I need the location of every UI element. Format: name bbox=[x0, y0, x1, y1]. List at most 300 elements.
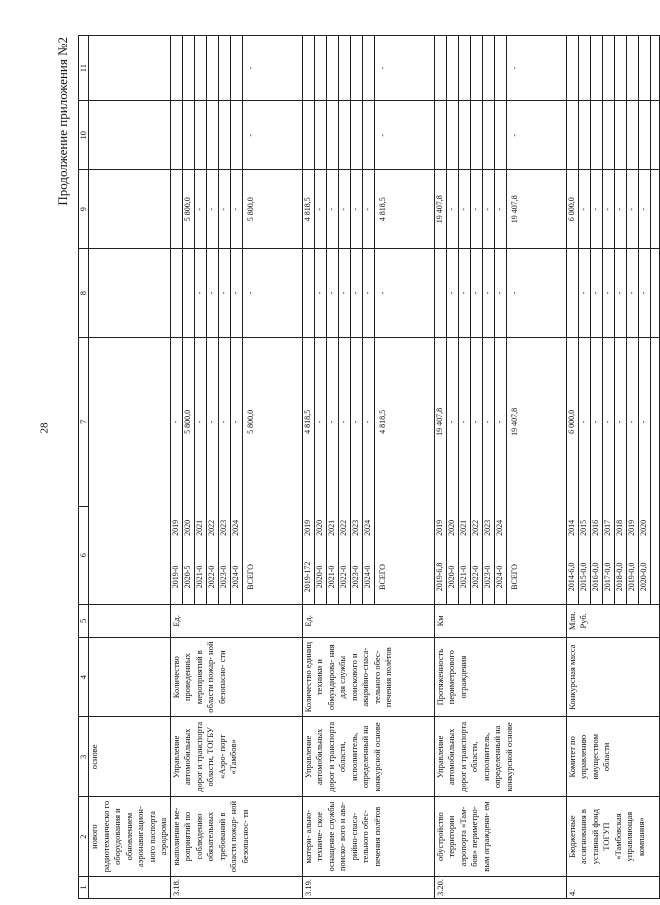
amount-col-8: - bbox=[494, 249, 506, 337]
amount-col-11 bbox=[218, 36, 230, 100]
amount-col-11 bbox=[206, 36, 218, 100]
amount-subtable bbox=[303, 101, 392, 169]
amount-col-7: - bbox=[614, 338, 626, 506]
amount-col-9 bbox=[171, 170, 183, 248]
amount-col-7: - bbox=[458, 338, 470, 506]
amount-col-9: - bbox=[626, 170, 638, 248]
year-row bbox=[218, 338, 230, 604]
year: 2023 bbox=[218, 506, 230, 550]
year: 2016 bbox=[590, 506, 602, 550]
amount-subtable bbox=[435, 36, 524, 100]
indicator-value: 2020-0 bbox=[446, 550, 458, 604]
amount-col-8: - bbox=[362, 249, 374, 337]
total-col-7: 19 407,8 bbox=[509, 407, 519, 436]
amount-col-11 bbox=[182, 36, 194, 100]
amount-col-10 bbox=[590, 101, 602, 169]
total-row bbox=[242, 338, 260, 604]
total-col-8: - bbox=[377, 291, 387, 295]
year-values-cell bbox=[302, 337, 434, 604]
unit: Ед. bbox=[302, 604, 434, 637]
amount-col-7: - bbox=[206, 338, 218, 506]
amount-col-7: - bbox=[171, 338, 183, 506]
year-subtable bbox=[567, 338, 651, 604]
amount-col-7: - bbox=[314, 338, 326, 506]
measure-name: Бюджетные ассигнования в уставный фонд ТОГУП «Тамбовская управляющая компания» bbox=[566, 797, 659, 877]
amount-col-10 bbox=[446, 101, 458, 169]
amount-subtable bbox=[567, 249, 651, 337]
amount-col-10 bbox=[182, 101, 194, 169]
year: 2018 bbox=[614, 506, 626, 550]
amount-col-8: - bbox=[206, 249, 218, 337]
indicator-name: Количество единиц техники и обмундирова- ния для службы поискового и аварийно-спаса- тельного обес- печения полётов bbox=[302, 637, 434, 717]
amount-col-7: - bbox=[638, 338, 650, 506]
year-row bbox=[590, 338, 602, 604]
amount-col-8: - bbox=[230, 249, 242, 337]
amount-col-8: - bbox=[578, 249, 590, 337]
row-number bbox=[89, 877, 171, 899]
amount-col-9: 6 000,0 bbox=[567, 170, 579, 248]
total-col-8: - bbox=[509, 291, 519, 295]
year: 2020 bbox=[182, 506, 194, 550]
amount-col-7: - bbox=[230, 338, 242, 506]
amount-col-8: - bbox=[350, 249, 362, 337]
col-10-cell bbox=[302, 101, 434, 170]
amount-col-8: - bbox=[602, 249, 614, 337]
amount-col-10 bbox=[602, 101, 614, 169]
year-row bbox=[194, 338, 206, 604]
year-row bbox=[494, 338, 506, 604]
amount-col-8: - bbox=[614, 249, 626, 337]
year-row bbox=[350, 338, 362, 604]
total-year bbox=[506, 506, 524, 550]
total-row bbox=[506, 338, 524, 604]
amount-col-11 bbox=[435, 36, 447, 100]
col-8-cell bbox=[434, 249, 566, 338]
amount-col-8: - bbox=[446, 249, 458, 337]
amount-subtable bbox=[171, 249, 260, 337]
year: 2023 bbox=[482, 506, 494, 550]
amount-subtable bbox=[303, 36, 392, 100]
total-col-8: - bbox=[245, 291, 255, 295]
year: 2024 bbox=[494, 506, 506, 550]
amount-col-8 bbox=[567, 249, 579, 337]
amount-col-8 bbox=[182, 249, 194, 337]
col-10-cell bbox=[566, 101, 659, 170]
col-9-cell bbox=[434, 170, 566, 249]
amount-col-8: - bbox=[638, 249, 650, 337]
amount-col-10 bbox=[206, 101, 218, 169]
indicator-value: 2019-6,8 bbox=[435, 550, 447, 604]
total-label: ВСЕГО bbox=[377, 564, 387, 590]
amount-col-7: - bbox=[494, 338, 506, 506]
col-8-cell bbox=[302, 249, 434, 338]
table-row bbox=[170, 36, 302, 899]
amount-col-7: - bbox=[626, 338, 638, 506]
amount-col-10 bbox=[470, 101, 482, 169]
amount-subtable bbox=[171, 170, 260, 248]
year: 2024 bbox=[362, 506, 374, 550]
col-10-cell bbox=[170, 101, 302, 170]
amount-subtable bbox=[435, 170, 524, 248]
col-11-cell bbox=[302, 36, 434, 101]
amount-subtable bbox=[303, 170, 392, 248]
col-11-cell bbox=[89, 36, 171, 101]
appendix-caption: Продолжение приложения №2 bbox=[55, 37, 70, 206]
indicator-value: 2023-0 bbox=[482, 550, 494, 604]
amount-col-10 bbox=[567, 101, 579, 169]
amount-col-10 bbox=[626, 101, 638, 169]
unit: Млн. Руб. bbox=[566, 604, 659, 637]
indicator-value: 2014-6,0 bbox=[567, 550, 579, 604]
col-9-cell bbox=[566, 170, 659, 249]
amount-subtable bbox=[303, 249, 392, 337]
year: 2017 bbox=[602, 506, 614, 550]
amount-col-10 bbox=[194, 101, 206, 169]
indicator-value: 2024-0 bbox=[362, 550, 374, 604]
amount-col-9: - bbox=[314, 170, 326, 248]
indicator-name bbox=[89, 637, 171, 717]
amount-col-8: - bbox=[590, 249, 602, 337]
unit: Км bbox=[434, 604, 566, 637]
amount-col-9: - bbox=[494, 170, 506, 248]
year-row bbox=[638, 338, 650, 604]
amount-col-9: - bbox=[338, 170, 350, 248]
year-row bbox=[206, 338, 218, 604]
amount-col-10 bbox=[578, 101, 590, 169]
amount-subtable bbox=[567, 36, 651, 100]
year: 2019 bbox=[171, 506, 183, 550]
row-number: 3.20. bbox=[434, 877, 566, 899]
year-values-cell bbox=[434, 337, 566, 604]
row-number: 3.19. bbox=[302, 877, 434, 899]
year-row bbox=[338, 338, 350, 604]
amount-col-11 bbox=[578, 36, 590, 100]
indicator-value: 2023-0 bbox=[350, 550, 362, 604]
total-col-10: - bbox=[377, 133, 387, 137]
total-col-9: 19 407,8 bbox=[509, 195, 519, 224]
indicator-value: 2019-0 bbox=[171, 550, 183, 604]
indicator-value: 2024-0 bbox=[230, 550, 242, 604]
amount-col-10 bbox=[362, 101, 374, 169]
total-label: ВСЕГО bbox=[509, 564, 519, 590]
amount-subtable bbox=[435, 101, 524, 169]
column-number-11: 11 bbox=[79, 36, 89, 101]
amount-col-11 bbox=[314, 36, 326, 100]
year: 2022 bbox=[338, 506, 350, 550]
amount-col-11 bbox=[482, 36, 494, 100]
year-row bbox=[171, 338, 183, 604]
amount-col-7: - bbox=[362, 338, 374, 506]
amount-col-11 bbox=[602, 36, 614, 100]
amount-col-9: - bbox=[458, 170, 470, 248]
amount-col-7: 6 000,0 bbox=[567, 338, 579, 506]
amount-col-9: - bbox=[194, 170, 206, 248]
amount-col-11 bbox=[326, 36, 338, 100]
amount-col-10 bbox=[614, 101, 626, 169]
year: 2020 bbox=[446, 506, 458, 550]
amount-col-10 bbox=[638, 101, 650, 169]
indicator-value: 2018-0,0 bbox=[614, 550, 626, 604]
indicator-name: Количество проведенных мероприятий в области пожар- ной безопасно- сти bbox=[170, 637, 302, 717]
rotated-page bbox=[55, 35, 648, 899]
executor: Управление автомобильных дорог и транспорта области, исполнитель, определенный на конкурсной основе bbox=[434, 717, 566, 797]
column-number-9: 9 bbox=[79, 170, 89, 249]
column-number-5: 5 bbox=[79, 604, 89, 637]
amount-col-10 bbox=[230, 101, 242, 169]
amount-col-11 bbox=[494, 36, 506, 100]
total-col-9: 4 818,5 bbox=[377, 197, 387, 222]
year-row bbox=[458, 338, 470, 604]
table-row bbox=[89, 36, 171, 899]
year: 2022 bbox=[470, 506, 482, 550]
total-col-11: - bbox=[377, 66, 387, 70]
year-row bbox=[470, 338, 482, 604]
amount-col-10 bbox=[314, 101, 326, 169]
measure-name: выполнение ме- роприятий по соблюдению обязательных требований в области пожар- ной безопаснос- ти bbox=[170, 797, 302, 877]
year-row bbox=[482, 338, 494, 604]
amount-col-9: - bbox=[638, 170, 650, 248]
col-8-cell bbox=[170, 249, 302, 338]
amount-col-10 bbox=[171, 101, 183, 169]
measure-name: обустройство территории аэропорта «Там- бов» периметро- вым ограждени- ем bbox=[434, 797, 566, 877]
amount-col-11 bbox=[590, 36, 602, 100]
amount-col-8: - bbox=[218, 249, 230, 337]
column-number-row bbox=[79, 36, 89, 899]
total-col-10: - bbox=[509, 133, 519, 137]
indicator-value: 2019-0,0 bbox=[626, 550, 638, 604]
amount-col-11 bbox=[626, 36, 638, 100]
total-year bbox=[242, 506, 260, 550]
amount-col-7: 4 818,5 bbox=[303, 338, 315, 506]
indicator-value: 2023-0 bbox=[218, 550, 230, 604]
amount-col-8: - bbox=[458, 249, 470, 337]
amount-col-10 bbox=[482, 101, 494, 169]
amount-col-11 bbox=[638, 36, 650, 100]
amount-col-11 bbox=[350, 36, 362, 100]
amount-col-9: - bbox=[578, 170, 590, 248]
amount-col-7: - bbox=[350, 338, 362, 506]
year: 2021 bbox=[458, 506, 470, 550]
amount-col-9: - bbox=[230, 170, 242, 248]
column-number-4: 4 bbox=[79, 637, 89, 717]
amount-subtable bbox=[171, 101, 260, 169]
col-10-cell bbox=[434, 101, 566, 170]
amount-col-10 bbox=[458, 101, 470, 169]
unit: Ед. bbox=[170, 604, 302, 637]
year: 2014 bbox=[567, 506, 579, 550]
amount-col-8: - bbox=[338, 249, 350, 337]
year: 2023 bbox=[350, 506, 362, 550]
total-col-7: 4 818,5 bbox=[377, 409, 387, 434]
amount-col-7: - bbox=[218, 338, 230, 506]
amount-col-7: - bbox=[590, 338, 602, 506]
amount-col-7: - bbox=[602, 338, 614, 506]
year-subtable bbox=[171, 338, 260, 604]
indicator-value: 2021-0 bbox=[194, 550, 206, 604]
year: 2019 bbox=[303, 506, 315, 550]
col-9-cell bbox=[302, 170, 434, 249]
amount-col-10 bbox=[218, 101, 230, 169]
total-year bbox=[374, 506, 392, 550]
executor: Управление автомобильных дорог и транспорта области, ТОГБУ «Аэро- порт «Тамбов» bbox=[170, 717, 302, 797]
total-col-10: - bbox=[245, 133, 255, 137]
amount-col-7: - bbox=[446, 338, 458, 506]
table-row bbox=[566, 36, 659, 899]
year-values-cell bbox=[89, 337, 171, 604]
amount-col-11 bbox=[446, 36, 458, 100]
year: 2015 bbox=[578, 506, 590, 550]
measure-name: матери- ально-техниче- ское оснащение службы поиско- вого и ава- рийно-спаса- тельного обес- печения полётов bbox=[302, 797, 434, 877]
executor: Комитет по управлению имуществом области bbox=[566, 717, 659, 797]
col-9-cell bbox=[170, 170, 302, 249]
rotated-content bbox=[55, 35, 648, 899]
amount-col-7: - bbox=[326, 338, 338, 506]
amount-col-9: - bbox=[482, 170, 494, 248]
total-row bbox=[374, 338, 392, 604]
indicator-name: Конкурсная масса bbox=[566, 637, 659, 717]
year-row bbox=[626, 338, 638, 604]
amount-col-8: - bbox=[626, 249, 638, 337]
year-values-cell bbox=[170, 337, 302, 604]
executor: основе bbox=[89, 717, 171, 797]
indicator-value: 2022-0 bbox=[470, 550, 482, 604]
col-11-cell bbox=[566, 36, 659, 101]
amount-col-11 bbox=[567, 36, 579, 100]
year: 2019 bbox=[435, 506, 447, 550]
column-number-8: 8 bbox=[79, 249, 89, 338]
year: 2024 bbox=[230, 506, 242, 550]
amount-col-9: - bbox=[206, 170, 218, 248]
indicator-value: 2019-172 bbox=[303, 550, 315, 604]
year-row bbox=[446, 338, 458, 604]
col-8-cell bbox=[89, 249, 171, 338]
amount-col-9: 5 800,0 bbox=[182, 170, 194, 248]
year: 2021 bbox=[194, 506, 206, 550]
indicator-value: 2020-5 bbox=[182, 550, 194, 604]
indicator-value: 2020-0 bbox=[314, 550, 326, 604]
amount-col-8 bbox=[171, 249, 183, 337]
amount-col-8: - bbox=[326, 249, 338, 337]
table-row bbox=[434, 36, 566, 899]
amount-col-7: - bbox=[470, 338, 482, 506]
year-row bbox=[578, 338, 590, 604]
indicator-value: 2017-0,0 bbox=[602, 550, 614, 604]
amount-col-9: - bbox=[602, 170, 614, 248]
amount-col-11 bbox=[614, 36, 626, 100]
indicator-value: 2022-0 bbox=[338, 550, 350, 604]
amount-col-8 bbox=[303, 249, 315, 337]
amount-col-9: - bbox=[590, 170, 602, 248]
amount-col-8: - bbox=[314, 249, 326, 337]
amount-col-11 bbox=[362, 36, 374, 100]
amount-col-9: - bbox=[362, 170, 374, 248]
amount-col-10 bbox=[435, 101, 447, 169]
indicator-name: Протяженность периметрового ограждения bbox=[434, 637, 566, 717]
amount-col-8: - bbox=[470, 249, 482, 337]
column-number-10: 10 bbox=[79, 101, 89, 170]
amount-col-10 bbox=[338, 101, 350, 169]
total-col-11: - bbox=[509, 66, 519, 70]
column-number-2: 2 bbox=[79, 797, 89, 877]
amount-col-7: - bbox=[482, 338, 494, 506]
amount-col-8: - bbox=[194, 249, 206, 337]
year-subtable bbox=[435, 338, 524, 604]
indicator-value: 2015-0,0 bbox=[578, 550, 590, 604]
amount-col-9: - bbox=[446, 170, 458, 248]
col-9-cell bbox=[89, 170, 171, 249]
col-10-cell bbox=[89, 101, 171, 170]
amount-subtable bbox=[567, 101, 651, 169]
amount-col-11 bbox=[194, 36, 206, 100]
page-number: 28 bbox=[38, 422, 51, 434]
amount-subtable bbox=[171, 36, 260, 100]
total-col-9: 5 800,0 bbox=[245, 197, 255, 222]
col-11-cell bbox=[434, 36, 566, 101]
amount-subtable bbox=[435, 249, 524, 337]
year-row bbox=[614, 338, 626, 604]
amount-col-7: - bbox=[338, 338, 350, 506]
col-8-cell bbox=[566, 249, 659, 338]
amount-col-7: - bbox=[194, 338, 206, 506]
year-row bbox=[362, 338, 374, 604]
appendix-table bbox=[78, 35, 660, 899]
indicator-value: 2021-0 bbox=[458, 550, 470, 604]
year-row bbox=[182, 338, 194, 604]
year: 2022 bbox=[206, 506, 218, 550]
year-row bbox=[314, 338, 326, 604]
year: 2019 bbox=[626, 506, 638, 550]
unit bbox=[89, 604, 171, 637]
col-11-cell bbox=[170, 36, 302, 101]
year: 2020 bbox=[314, 506, 326, 550]
amount-col-8 bbox=[435, 249, 447, 337]
amount-col-7: - bbox=[578, 338, 590, 506]
indicator-value: 2022-0 bbox=[206, 550, 218, 604]
indicator-value: 2020-0,0 bbox=[638, 550, 650, 604]
amount-col-11 bbox=[171, 36, 183, 100]
amount-col-9: 19 407,8 bbox=[435, 170, 447, 248]
row-number: 3.18. bbox=[170, 877, 302, 899]
indicator-value: 2016-0,0 bbox=[590, 550, 602, 604]
amount-col-8: - bbox=[482, 249, 494, 337]
row-number: 4. bbox=[566, 877, 659, 899]
year-row bbox=[230, 338, 242, 604]
column-number-6: 6 bbox=[79, 506, 89, 604]
total-col-7: 5 800,0 bbox=[245, 409, 255, 434]
amount-col-11 bbox=[338, 36, 350, 100]
year: 2021 bbox=[326, 506, 338, 550]
amount-col-10 bbox=[350, 101, 362, 169]
amount-col-11 bbox=[230, 36, 242, 100]
year-values-cell bbox=[566, 337, 659, 604]
amount-col-9: - bbox=[350, 170, 362, 248]
year: 2020 bbox=[638, 506, 650, 550]
amount-col-10 bbox=[494, 101, 506, 169]
amount-col-11 bbox=[303, 36, 315, 100]
amount-col-9: - bbox=[218, 170, 230, 248]
table-row bbox=[302, 36, 434, 899]
amount-col-7: 19 407,8 bbox=[435, 338, 447, 506]
indicator-value: 2021-0 bbox=[326, 550, 338, 604]
amount-col-9: - bbox=[326, 170, 338, 248]
amount-subtable bbox=[567, 170, 651, 248]
amount-col-9: - bbox=[470, 170, 482, 248]
amount-col-7: 5 800,0 bbox=[182, 338, 194, 506]
year-row bbox=[602, 338, 614, 604]
indicator-value: 2024-0 bbox=[494, 550, 506, 604]
year-row bbox=[567, 338, 579, 604]
executor: Управление автомобильных дорог и транспорта области, исполнитель, определенный на конкурсной основе bbox=[302, 717, 434, 797]
